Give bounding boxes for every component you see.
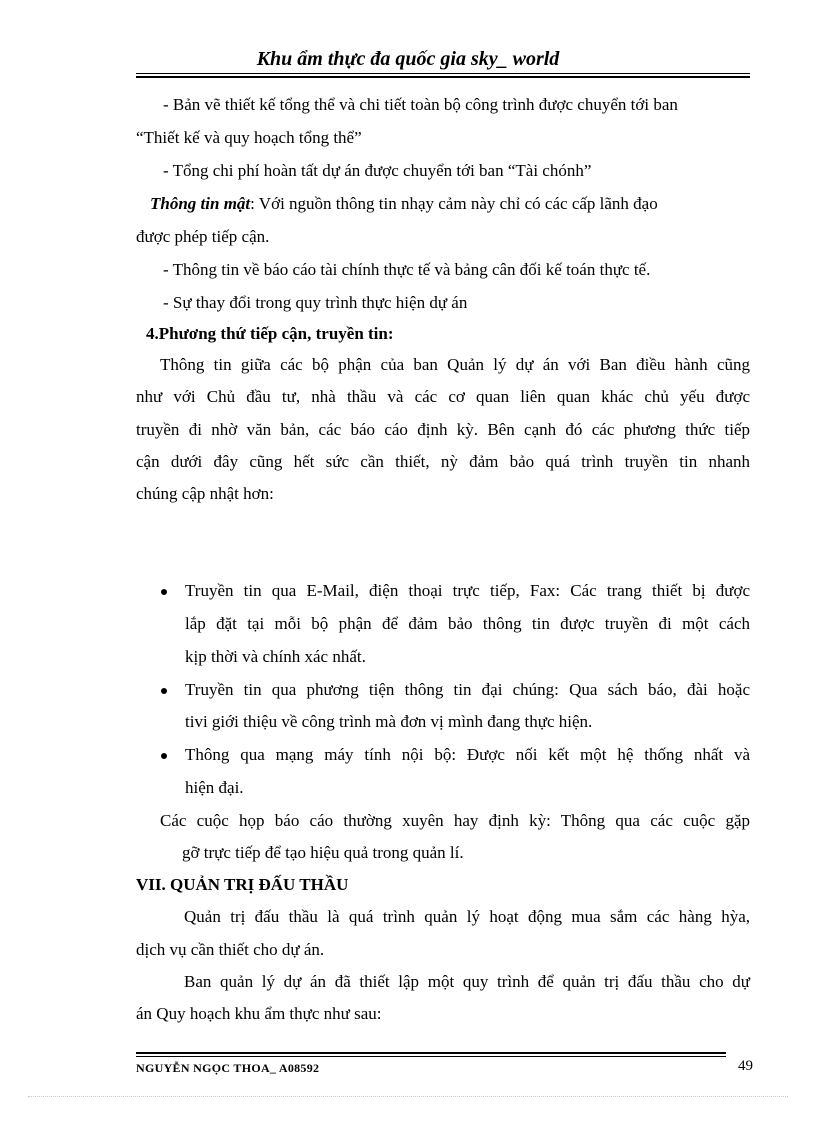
text-line: chúng cập nhật hơn: [136, 484, 274, 503]
text-line: như với Chủ đầu tư, nhà thầu và các cơ quan liên quan khác chủ yếu được [136, 387, 750, 406]
header-rule-bottom [136, 76, 750, 78]
text-line: dịch vụ cần thiết cho dự án. [136, 940, 325, 959]
text-line: Quản trị đấu thầu là quá trình quản lý hoạt động mua sắm các hàng hỳa, [184, 907, 750, 926]
text-line: - Sự thay đổi trong quy trình thực hiện dự án [163, 293, 468, 312]
footer-rule-top [136, 1052, 726, 1054]
text-line: “Thiết kế và quy hoạch tổng thể” [136, 128, 362, 147]
bullet-text: Truyền tin qua E-Mail, điện thoại trực tiếp, Fax: Các trang thiết bị được [185, 581, 750, 600]
text-line: án Quy hoạch khu ẩm thực như sau: [136, 1004, 382, 1023]
page-edge-dots [28, 1096, 788, 1097]
page-header-title: Khu ẩm thực đa quốc gia sky_ world [256, 48, 560, 70]
text-line: - Thông tin về báo cáo tài chính thực tế và bảng cân đối kế toán thực tế. [163, 260, 651, 279]
header-rule-top [136, 73, 750, 74]
page-number: 49 [738, 1058, 753, 1074]
footer-author: NGUYỄN NGỌC THOA_ A08592 [136, 1061, 320, 1075]
text-line: - Bản vẽ thiết kế tổng thể và chi tiết toàn bộ công trình được chuyển tới ban [163, 95, 678, 114]
text-line: Ban quản lý dự án đã thiết lập một quy trình để quản trị đấu thầu cho dự [184, 972, 750, 991]
section-heading: VII. QUẢN TRỊ ĐẤU THẦU [136, 875, 349, 894]
text-line [150, 193, 764, 215]
bullet-icon [161, 753, 167, 759]
bullet-text: Truyền tin qua phương tiện thông tin đại chúng: Qua sách báo, đài hoặc [185, 680, 750, 699]
text-line: cận dưới đây cũng hết sức cần thiết, nỳ đảm bảo quá trình truyền tin nhanh [136, 452, 750, 471]
bullet-text: kịp thời và chính xác nhất. [185, 647, 366, 666]
bullet-text: hiện đại. [185, 778, 244, 797]
bullet-text: tivi giới thiệu về công trình mà đơn vị mình đang thực hiện. [185, 712, 593, 731]
bullet-text: lắp đặt tại mỗi bộ phận để đảm bảo thông tin được truyền đi một cách [185, 614, 750, 633]
text-line: được phép tiếp cận. [136, 227, 270, 246]
text-line: Thông tin giữa các bộ phận của ban Quản lý dự án với Ban điều hành cũng [160, 355, 750, 374]
confidential-text: : Với nguồn thông tin nhạy cảm này chỉ có các cấp lãnh đạo [250, 194, 658, 213]
bullet-icon [161, 589, 167, 595]
text-line: truyền đi nhờ văn bản, các báo cáo định kỳ. Bên cạnh đó các phương thức tiếp [136, 420, 750, 439]
text-line: - Tổng chi phí hoàn tất dự án được chuyển tới ban “Tài chónh” [163, 161, 592, 180]
confidential-label: Thông tin mật [150, 194, 251, 213]
text-line: gỡ trực tiếp để tạo hiệu quả trong quản lí. [182, 843, 464, 862]
text-line: Các cuộc họp báo cáo thường xuyên hay định kỳ: Thông qua các cuộc gặp [160, 811, 750, 830]
bullet-text: Thông qua mạng máy tính nội bộ: Được nối kết một hệ thống nhất và [185, 745, 750, 764]
footer-rule-bottom [136, 1056, 726, 1057]
bullet-icon [161, 688, 167, 694]
section-subheading: 4.Phương thứ tiếp cận, truyền tin: [146, 324, 394, 343]
